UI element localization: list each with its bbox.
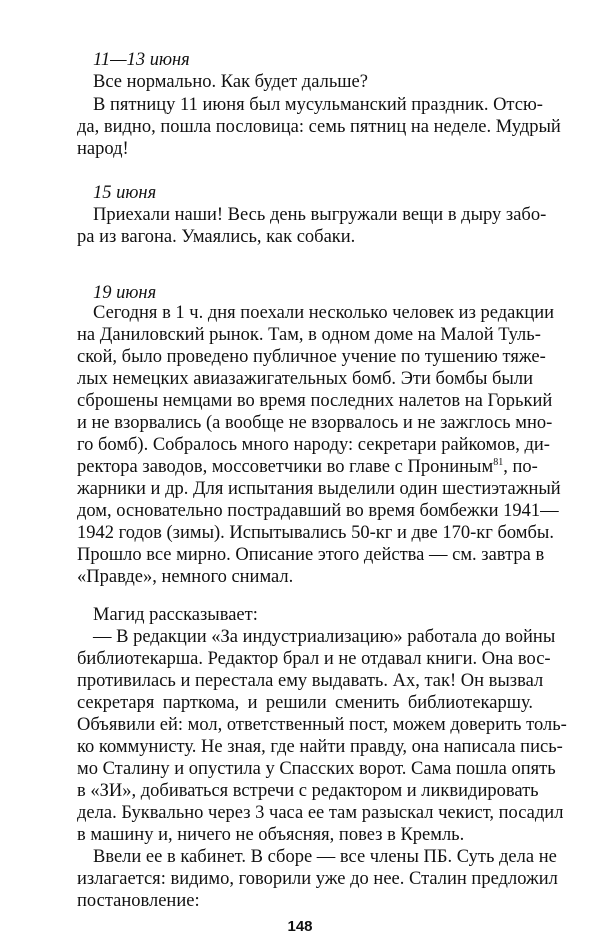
text-line: Приехали наши! Весь день выгружали вещи в дыру забо- — [93, 205, 547, 225]
text-line: дела. Буквально через 3 часа ее там разыскал чекист, посадил — [77, 803, 564, 823]
text-line — [77, 456, 538, 478]
text-line: противилась и перестала ему выдавать. Ах, так! Он вызвал — [77, 671, 544, 691]
text-line: в машину и, ничего не объясняя, повез в Кремль. — [77, 825, 465, 845]
page-number: 148 — [287, 918, 313, 935]
text-line: секретаря парткома, и решили сменить библиотекаршу. — [77, 693, 533, 713]
text-line: Прошло все мирно. Описание этого действа — см. завтра в — [77, 545, 545, 565]
text-line: В пятницу 11 июня был мусульманский праздник. Отсю- — [93, 95, 543, 115]
text-line: Сегодня в 1 ч. дня поехали несколько человек из редакции — [93, 303, 555, 323]
text-line: ской, было проведено публичное учение по тушению тяже- — [77, 347, 546, 367]
story-intro: Магид рассказывает: — [93, 605, 258, 625]
text-line: 1942 годов (зимы). Испытывались 50-кг и две 170-кг бомбы. — [77, 523, 554, 543]
text-line: Объявили ей: мол, ответственный пост, можем доверить толь- — [77, 715, 567, 735]
entry-date: 19 июня — [93, 283, 157, 303]
text-line: ко коммунисту. Не зная, где найти правду, она написала пись- — [77, 737, 563, 757]
text-line: излагается: видимо, говорили уже до нее. Сталин предложил — [77, 869, 558, 889]
text-line: ра из вагона. Умаялись, как собаки. — [77, 227, 356, 247]
text-line: и не взорвались (а вообще не взорвалось и не зажглось мно- — [77, 413, 553, 433]
text-line: лых немецких авиазажигательных бомб. Эти бомбы были — [77, 369, 533, 389]
text-line: да, видно, пошла пословица: семь пятниц на неделе. Мудрый — [77, 117, 561, 137]
text-line: го бомб). Собралось много народу: секретари райкомов, ди- — [77, 435, 550, 455]
text-line: «Правде», немного снимал. — [77, 567, 294, 587]
text-line: дом, основательно пострадавший во время бомбежки 1941— — [77, 501, 559, 521]
text-line: — В редакции «За индустриализацию» работала до войны — [93, 627, 556, 647]
text-segment: ректора заводов, моссоветчики во главе с Прониным — [77, 457, 494, 477]
text-line: на Даниловский рынок. Там, в одном доме на Малой Туль- — [77, 325, 541, 345]
text-line: библиотекарша. Редактор брал и не отдавал книги. Она вос- — [77, 649, 551, 669]
text-line: народ! — [77, 139, 129, 159]
text-line: в «ЗИ», добиваться встречи с редактором и ликвидировать — [77, 781, 539, 801]
footnote-ref: 81 — [493, 456, 504, 468]
text-line: жарники и др. Для испытания выделили один шестиэтажный — [77, 479, 561, 499]
text-segment: , по- — [503, 457, 538, 477]
text-line: мо Сталину и опустила у Спасских ворот. Сама пошла опять — [77, 759, 556, 779]
text-line: постановление: — [77, 891, 200, 911]
text-line: Ввели ее в кабинет. В сборе — все члены ПБ. Суть дела не — [93, 847, 557, 867]
text-line: Все нормально. Как будет дальше? — [93, 72, 368, 92]
text-line: сброшены немцами во время последних налетов на Горький — [77, 391, 553, 411]
entry-date: 15 июня — [93, 183, 157, 203]
entry-date: 11—13 июня — [93, 50, 190, 70]
